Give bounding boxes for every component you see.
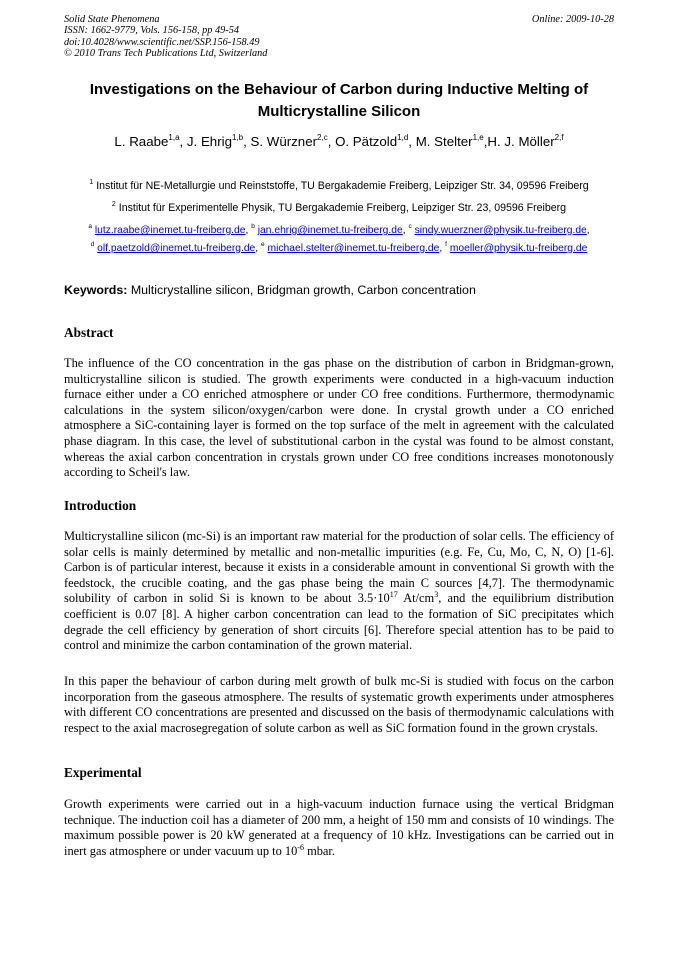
abstract-heading: Abstract: [64, 325, 114, 340]
author-list: L. Raabe$^{1,a}$, J. Ehrig$^{1,b}$, S. Würzner$^{2,c}$, O. Pätzold$^{1,d}$, M. Stelter$^{1,e}$,H. J. Möller$^{2,f}$: [114, 133, 564, 149]
email-link[interactable]: olf.paetzold@inemet.tu-freiberg.de: [97, 243, 256, 254]
intro-text-a: Multicrystalline silicon (mc-Si) is an important raw material for the production of solar cells. The efficiency of solar cells is mainly determined by metallic and non-metallic impurities (e.g. Fe, Cu, Mo, C, N, O) [1-6]. Carbon is of particular interest, because it exists in a considerable amount in conventional Si growth with the feedstock, the crucible coating, and the gas phase being the main C sources [4,7]. The thermodynamic solubility of carbon in solid Si is known to be about 3.5·10: [64, 529, 614, 606]
introduction-paragraph-1: [64, 529, 614, 654]
email-link[interactable]: moeller@physik.tu-freiberg.de: [449, 243, 588, 254]
keywords: [64, 283, 476, 298]
doi-line: doi:10.4028/www.scientific.net/SSP.156-158.49: [64, 36, 260, 48]
abstract-text: The influence of the CO concentration in the gas phase on the distribution of carbon in Bridgman-grown, multicrystalline silicon is studied. The growth experiments were conducted in a high-vacuum induction furnace either under a CO enriched atmosphere or under CO free conditions. Furthermore, thermodynamic calculations in the system silicon/oxygen/carbon were done. In crystal growth under a CO enriched atmosphere a SiC-containing layer is formed on the top surface of the melt in agreement with the calculated phase diagram. In this case, the level of substitutional carbon in the cystal was found to be almost constant, whereas the axial carbon concentration in crystals grown under CO free conditions increases monotonously according to Scheil's law.: [64, 356, 614, 480]
author-name: J. Ehrig: [186, 134, 232, 149]
copyright-line: © 2010 Trans Tech Publications Ltd, Switzerland: [64, 47, 268, 59]
intro-text-c: , and the equilibrium distribution coefficient is 0.07 [8]. A higher carbon concentration can lead to the formation of SiC precipitates which degrade the cell efficiency by generation of short circuits [6]. Therefore special attention has to be paid to control and minimize the carbon contamination of the grown material.: [64, 591, 614, 653]
author-affil-sup: 2,c: [317, 133, 328, 142]
email-sup: d: [90, 241, 95, 248]
email-sup: b: [251, 223, 255, 230]
exp-text-b: mbar.: [303, 843, 335, 858]
affiliation-text: Institut für Experimentelle Physik, TU Bergakademie Freiberg, Leipziger Str. 23, 09596 Freiberg: [118, 202, 567, 214]
title-line-2: Multicrystalline Silicon: [257, 103, 421, 120]
affiliation-sup: 2: [111, 201, 116, 208]
author-name: H. J. Möller: [487, 134, 555, 149]
introduction-paragraph-2: In this paper the behaviour of carbon during melt growth of bulk mc-Si is studied with focus on the carbon incorporation from the gaseous atmosphere. The results of systematic growth experiments under atmospheres with different CO concentrations are presented and discussed on the basis of thermodynamic calculations with respect to the axial macrosegregation of solute carbon as well as SiC formation found in the grown crystals.: [64, 674, 614, 735]
paper-title: [40, 79, 638, 123]
experimental-heading: Experimental: [64, 765, 142, 780]
email-link[interactable]: lutz.raabe@inemet.tu-freiberg.de: [94, 225, 246, 236]
introduction-heading: Introduction: [64, 498, 137, 513]
email-line-2: $^d$ olf.paetzold@inemet.tu-freiberg.de, $^e$ michael.stelter@inemet.tu-freiberg.de, $^f$ moeller@physik.tu-freiberg.de: [90, 241, 588, 254]
author-affil-sup: 1,a: [168, 133, 180, 142]
author-affil-sup: 1,e: [472, 133, 484, 142]
keywords-label: Keywords:: [64, 283, 128, 297]
email-link[interactable]: sindy.wuerzner@physik.tu-freiberg.de: [414, 225, 587, 236]
email-sup: a: [88, 223, 92, 230]
email-sup: e: [261, 241, 265, 248]
online-date: Online: 2009-10-28: [531, 14, 614, 25]
author-affil-sup: 1,d: [397, 133, 409, 142]
journal-header: [64, 14, 267, 59]
author-name: O. Pätzold: [335, 134, 398, 149]
keywords-text: Multicrystalline silicon, Bridgman growth, Carbon concentration: [130, 283, 476, 297]
affiliation-2: [30, 202, 648, 215]
email-sup: f: [445, 241, 447, 248]
exp-text-a: Growth experiments were carried out in a high-vacuum induction furnace using the vertical Bridgman technique. The induction coil has a diameter of 200 mm, a height of 150 mm and consists of 10 windings. The maximum possible power is 20 kW generated at a frequency of 10 kHz. Investigations can be carried out in inert gas atmosphere or under vacuum up to 10: [64, 797, 614, 858]
author-name: M. Stelter: [415, 134, 473, 149]
title-line-1: Investigations on the Behaviour of Carbon during Inductive Melting of: [89, 81, 589, 98]
author-affil-sup: 2,f: [554, 133, 564, 142]
affiliation-text: Institut für NE-Metallurgie und Reinststoffe, TU Bergakademie Freiberg, Leipziger Str. 34, 09596 Freiberg: [96, 180, 589, 192]
intro-text-b: At/cm: [397, 591, 435, 606]
exponent: 3: [434, 590, 439, 600]
author-name: S. Würzner: [250, 134, 318, 149]
issn-line: ISSN: 1662-9779, Vols. 156-158, pp 49-54: [64, 25, 240, 37]
email-link[interactable]: michael.stelter@inemet.tu-freiberg.de: [267, 243, 440, 254]
affiliation-1: [30, 180, 648, 193]
exponent: 17: [389, 590, 398, 600]
experimental-paragraph: [64, 797, 614, 859]
email-line-1: $^a$ lutz.raabe@inemet.tu-freiberg.de, $^b$ jan.ehrig@inemet.tu-freiberg.de, $^c$ sindy.wuerzner@physik.tu-freiberg.de,: [88, 223, 590, 236]
exponent: -6: [297, 842, 304, 852]
email-sup: c: [408, 223, 412, 230]
email-link[interactable]: jan.ehrig@inemet.tu-freiberg.de: [257, 225, 403, 236]
journal-name: Solid State Phenomena: [64, 14, 160, 25]
author-name: L. Raabe: [114, 134, 169, 149]
author-affil-sup: 1,b: [232, 133, 244, 142]
affiliation-sup: 1: [89, 179, 94, 186]
